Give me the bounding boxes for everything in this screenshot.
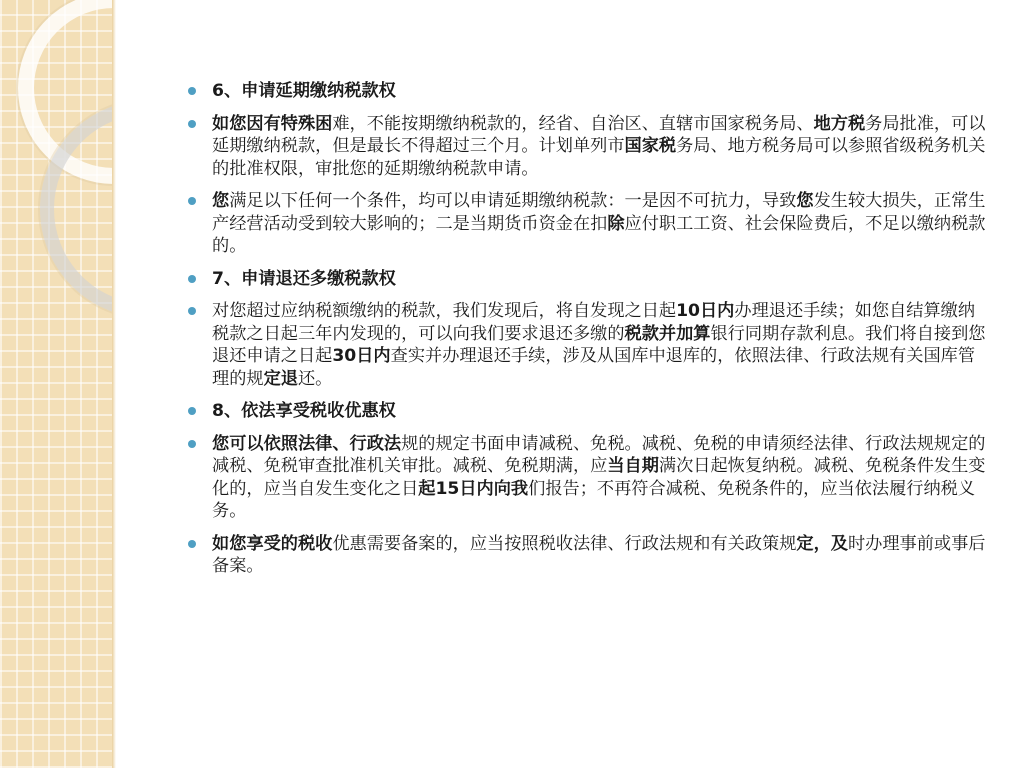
bullet-dot-icon xyxy=(188,307,196,315)
section-heading xyxy=(188,400,992,423)
emphasized-text: 如您因有特殊困 xyxy=(212,113,333,134)
emphasized-text: 国家税 xyxy=(624,136,677,156)
emphasized-text: 您 xyxy=(212,191,230,211)
bullet-dot-icon xyxy=(188,440,196,448)
bullet-paragraph xyxy=(188,190,992,258)
heading-text: 6、申请延期缴纳税款权 xyxy=(212,81,396,101)
emphasized-text: 30日内 xyxy=(332,346,391,366)
bullet-paragraph xyxy=(188,113,992,181)
body-text: 应付职工工资、社会保险费后，不足以缴纳税款的。 xyxy=(212,213,986,256)
bullet-paragraph xyxy=(188,533,992,578)
body-text: 满次日起恢复纳税。减税、免税条件发生变化的，应当自发生变化之日 xyxy=(212,456,986,499)
section-heading xyxy=(188,80,992,103)
emphasized-text: 除 xyxy=(607,213,625,234)
body-text: 查实并办理退还手续，涉及从国库中退库的，依照法律、行政法规有关国库管理的规 xyxy=(212,346,976,389)
emphasized-text: 地方税 xyxy=(813,113,866,134)
bullet-dot-icon xyxy=(188,407,196,415)
emphasized-text: 起15日内向我 xyxy=(418,478,529,499)
emphasized-text: 如您享受的税收 xyxy=(212,533,333,554)
bullet-paragraph xyxy=(188,433,992,523)
sidebar-edge xyxy=(112,0,116,768)
decorative-sidebar xyxy=(0,0,116,768)
emphasized-text: 您 xyxy=(796,191,814,211)
body-text: 对您超过应纳税额缴纳的税款，我们发现后，将自发现之日起 xyxy=(212,301,677,321)
bullet-dot-icon xyxy=(188,120,196,128)
body-text: 难，不能按期缴纳税款的，经省、自治区、直辖市国家税务局、 xyxy=(332,113,814,134)
body-text: 们报告；不再符合减税、免税条件的，应当依法履行纳税义务。 xyxy=(212,478,976,521)
emphasized-text: 定，及 xyxy=(796,533,848,554)
bullet-dot-icon xyxy=(188,540,196,548)
body-text: 时办理事前或事后备案。 xyxy=(212,533,986,576)
bullet-paragraph xyxy=(188,300,992,390)
emphasized-text: 当自期 xyxy=(607,456,659,476)
body-text: 规的规定书面申请减税、免税。减税、免税的申请须经法律、行政法规规定的减税、免税审查批准机关审批。减税、免税期满，应 xyxy=(212,433,986,476)
emphasized-text: 您可以依照法律、行政法 xyxy=(212,433,402,454)
emphasized-text: 定退 xyxy=(263,368,298,389)
emphasized-text: 10日内 xyxy=(676,301,735,321)
body-text: 务局批准，可以延期缴纳税款，但是最长不得超过三个月。计划单列市 xyxy=(212,113,986,156)
body-text: 务局、地方税务局可以参照省级税务机关的批准权限，审批您的延期缴纳税款申请。 xyxy=(212,136,986,179)
body-text: 还。 xyxy=(297,368,333,389)
body-text: 优惠需要备案的，应当按照税收法律、行政法规和有关政策规 xyxy=(332,533,797,554)
section-heading xyxy=(188,268,992,291)
emphasized-text: 税款并加算 xyxy=(624,323,711,344)
body-text: 满足以下任何一个条件，均可以申请延期缴纳税款：一是因不可抗力，导致 xyxy=(229,191,797,211)
body-text: 银行同期存款利息。我们将自接到您退还申请之日起 xyxy=(212,323,986,366)
slide-content xyxy=(188,80,992,588)
bullet-dot-icon xyxy=(188,275,196,283)
bullet-list xyxy=(188,80,992,578)
bullet-dot-icon xyxy=(188,197,196,205)
bullet-dot-icon xyxy=(188,87,196,95)
body-text: 发生较大损失，正常生产经营活动受到较大影响的；二是当期货币资金在扣 xyxy=(212,191,986,234)
heading-text: 8、依法享受税收优惠权 xyxy=(212,401,396,421)
body-text: 办理退还手续；如您自结算缴纳税款之日起三年内发现的，可以向我们要求退还多缴的 xyxy=(212,301,976,344)
heading-text: 7、申请退还多缴税款权 xyxy=(212,268,396,289)
